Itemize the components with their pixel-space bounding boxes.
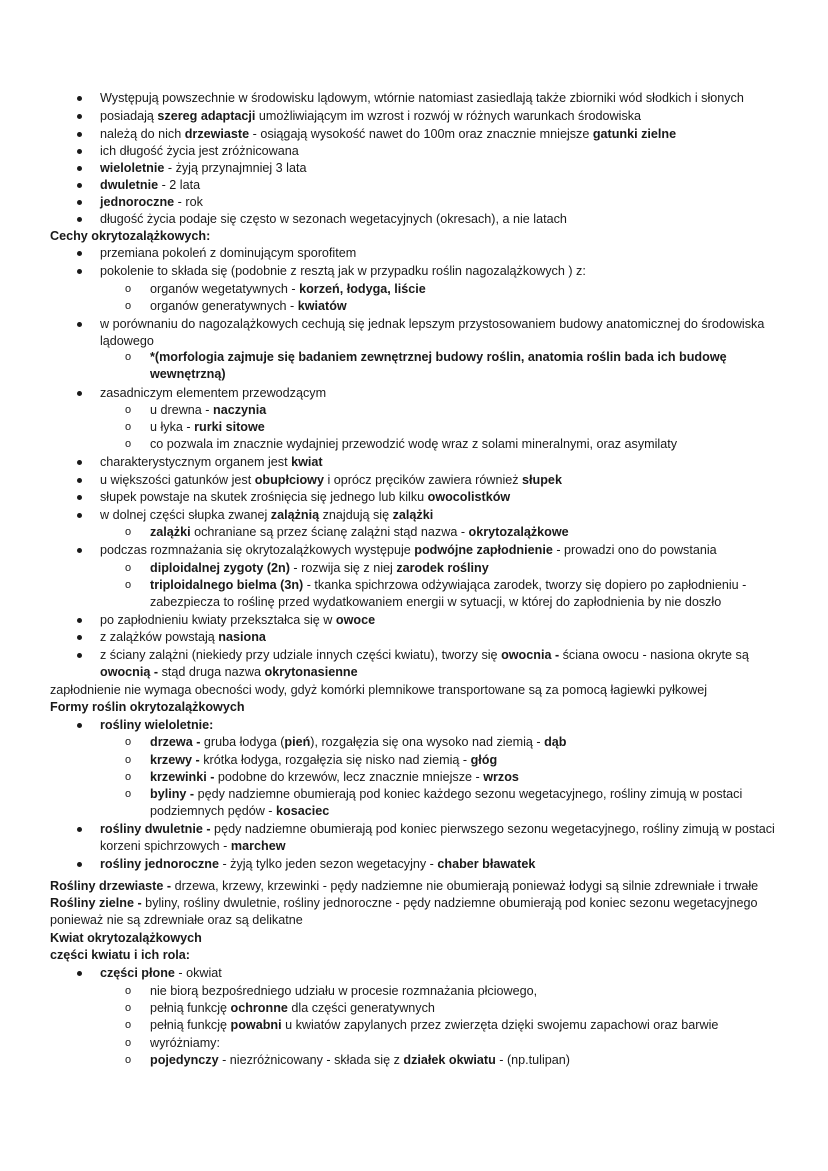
bullet-icon: [77, 132, 82, 137]
text-span: ), rozgałęzia się ona wysoko nad ziemią -: [310, 735, 545, 749]
text-line: [150, 349, 790, 383]
text-span: słupek powstaje na skutek zrośnięcia się jednego lub kilku: [100, 490, 428, 504]
circle-bullet-icon: o: [125, 351, 132, 363]
text-span: w porównaniu do nagozalążkowych cechują się jednak lepszym przystosowaniem budowy anatomicznej do środowiska lądowego: [100, 317, 765, 348]
bold-text: rośliny wieloletnie:: [100, 718, 214, 732]
section-heading: [50, 228, 210, 245]
text-span: pokolenie to składa się (podobnie z resztą jak w przypadku roślin nagozalążkowych ) z:: [100, 264, 586, 278]
bullet-icon: [77, 827, 82, 832]
section-heading: [50, 930, 202, 947]
bullet-icon: [77, 183, 82, 188]
bullet-icon: [77, 513, 82, 518]
text-span: podczas rozmnażania się okrytozalążkowych występuje: [100, 543, 415, 557]
bold-text: działek okwiatu: [403, 1053, 496, 1067]
text-span: pełnią funkcję: [150, 1001, 231, 1015]
bold-text: owocnią -: [100, 665, 159, 679]
text-line: [100, 143, 299, 160]
text-span: drzewa, krzewy, krzewinki - pędy nadziemne nie obumierają ponieważ łodygi są silnie zdrewniałe i trwałe: [171, 879, 759, 893]
text-span: organów generatywnych -: [150, 299, 298, 313]
text-span: - (np.tulipan): [495, 1053, 570, 1067]
section-heading: [50, 947, 190, 964]
text-span: - żyją tylko jeden sezon wegetacyjny -: [218, 857, 438, 871]
text-span: - żyją przynajmniej 3 lata: [164, 161, 307, 175]
text-span: - prowadzi ono do powstania: [552, 543, 717, 557]
text-line: [150, 1017, 718, 1034]
circle-bullet-icon: o: [125, 579, 132, 591]
circle-bullet-icon: o: [125, 300, 132, 312]
text-line: [100, 90, 744, 107]
text-span: znajdują się: [319, 508, 393, 522]
bold-text: triploidalnego bielma (3n): [150, 578, 304, 592]
text-line: [100, 542, 717, 559]
bold-text: powabni: [230, 1018, 282, 1032]
text-line: [100, 612, 375, 629]
bold-text: rurki sitowe: [194, 420, 265, 434]
bold-text: dąb: [544, 735, 567, 749]
text-span: po zapłodnieniu kwiaty przekształca się w: [100, 613, 336, 627]
text-span: należą do nich: [100, 127, 185, 141]
text-span: u większości gatunków jest: [100, 473, 255, 487]
text-span: - niezróżnicowany - składa się z: [218, 1053, 404, 1067]
text-line: [150, 1052, 570, 1069]
text-line: [150, 752, 497, 769]
circle-bullet-icon: o: [125, 562, 132, 574]
bold-text: chaber bławatek: [437, 857, 536, 871]
text-span: nie biorą bezpośredniego udziału w procesie rozmnażania płciowego,: [150, 984, 538, 998]
text-span: Występują powszechnie w środowisku lądowym, wtórnie natomiast zasiedlają także zbiorniki wód słodkich i słonych: [100, 91, 744, 105]
bullet-icon: [77, 495, 82, 500]
circle-bullet-icon: o: [125, 1002, 132, 1014]
text-span: umożliwiającym im wzrost i rozwój w różnych warunkach środowiska: [255, 109, 642, 123]
bold-text: kwiat: [291, 455, 323, 469]
text-span: u łyka -: [150, 420, 195, 434]
text-span: - rok: [174, 195, 203, 209]
bold-text: obupłciowy: [254, 473, 324, 487]
text-line: [100, 717, 213, 734]
text-span: byliny, rośliny dwuletnie, rośliny jednoroczne - pędy nadziemne obumierają pod koniec sezonu wegetacyjnego ponieważ nie są zdrewniałe oraz są delikatne: [50, 896, 758, 927]
text-span: dla części generatywnych: [287, 1001, 435, 1015]
text-span: ich długość życia jest zróżnicowana: [100, 144, 299, 158]
bold-text: owocolistków: [427, 490, 511, 504]
text-line: [50, 878, 758, 895]
circle-bullet-icon: o: [125, 404, 132, 416]
text-line: [150, 577, 790, 611]
text-span: u drewna -: [150, 403, 213, 417]
bullet-icon: [77, 200, 82, 205]
circle-bullet-icon: o: [125, 1019, 132, 1031]
bold-text: zalążki: [150, 525, 191, 539]
text-line: [150, 436, 677, 453]
text-span: z zalążków powstają: [100, 630, 219, 644]
bold-text: zalążnią: [270, 508, 320, 522]
circle-bullet-icon: o: [125, 421, 132, 433]
bold-text: szereg adaptacji: [157, 109, 256, 123]
bullet-icon: [77, 618, 82, 623]
bold-text: pojedynczy: [150, 1053, 219, 1067]
text-line: [150, 769, 519, 786]
circle-bullet-icon: o: [125, 754, 132, 766]
bullet-icon: [77, 653, 82, 658]
text-line: [100, 856, 535, 873]
text-line: [150, 983, 537, 1000]
bullet-icon: [77, 971, 82, 976]
bold-text: nasiona: [218, 630, 266, 644]
text-line: [100, 472, 562, 489]
bold-text: owoce: [335, 613, 376, 627]
bold-text: korzeń, łodyga, liście: [299, 282, 426, 296]
text-line: [100, 263, 586, 280]
text-line: [150, 560, 489, 577]
text-line: [150, 786, 790, 820]
text-line: [100, 821, 790, 855]
text-line: [150, 281, 426, 298]
text-line: [100, 647, 790, 681]
bold-text: marchew: [230, 839, 286, 853]
bold-text: podwójne zapłodnienie: [414, 543, 553, 557]
bold-text: jednoroczne: [100, 195, 175, 209]
text-line: [100, 385, 326, 402]
text-line: [100, 316, 790, 350]
bold-text: *(morfologia zajmuje się badaniem zewnętrznej budowy roślin, anatomia roślin bada ich budowę wewnętrzną): [150, 350, 727, 381]
text-line: [100, 126, 676, 143]
text-span: - rozwija się z niej: [289, 561, 397, 575]
bold-text: okrytonasienne: [264, 665, 358, 679]
bold-text: pień: [284, 735, 311, 749]
text-line: [100, 629, 266, 646]
text-line: [150, 1000, 435, 1017]
circle-bullet-icon: o: [125, 438, 132, 450]
bold-text: części kwiatu i ich rola:: [50, 948, 190, 962]
text-line: [150, 1035, 220, 1052]
bold-text: byliny -: [150, 787, 195, 801]
bullet-icon: [77, 269, 82, 274]
text-line: [100, 194, 203, 211]
bold-text: okrytozalążkowe: [468, 525, 569, 539]
text-span: co pozwala im znacznie wydajniej przewodzić wodę wraz z solami mineralnymi, oraz asymilaty: [150, 437, 678, 451]
bold-text: rośliny dwuletnie -: [100, 822, 211, 836]
text-span: - tkanka spichrzowa odżywiająca zarodek, tworzy się dopiero po zapłodnieniu - zabezpiecza to roślinę przed wydatkowaniem energii w sytuacji, w której do zapłodnienia by nie doszło: [150, 578, 747, 609]
bold-text: Cechy okrytozalążkowych:: [50, 229, 211, 243]
bullet-icon: [77, 114, 82, 119]
circle-bullet-icon: o: [125, 736, 132, 748]
bold-text: drzewiaste: [184, 127, 250, 141]
text-span: - okwiat: [174, 966, 222, 980]
bullet-icon: [77, 251, 82, 256]
bullet-icon: [77, 635, 82, 640]
text-span: zapłodnienie nie wymaga obecności wody, gdyż komórki plemnikowe transportowane są za pomocą łagiewki pyłkowej: [50, 683, 708, 697]
text-span: - 2 lata: [158, 178, 201, 192]
text-span: u kwiatów zapylanych przez zwierzęta dzięki swojemu zapachowi oraz barwie: [281, 1018, 719, 1032]
text-span: podobne do krzewów, lecz znacznie mniejsze -: [214, 770, 484, 784]
text-line: [150, 734, 566, 751]
bold-text: krzewy -: [150, 753, 200, 767]
bold-text: zalążki: [392, 508, 434, 522]
text-line: [150, 524, 569, 541]
bold-text: słupek: [522, 473, 562, 487]
circle-bullet-icon: o: [125, 526, 132, 538]
bold-text: rośliny jednoroczne: [100, 857, 219, 871]
circle-bullet-icon: o: [125, 788, 132, 800]
text-span: w dolnej części słupka zwanej: [100, 508, 271, 522]
text-line: [50, 895, 790, 929]
bullet-icon: [77, 460, 82, 465]
text-span: ściana owocu - nasiona okryte są: [559, 648, 749, 662]
text-span: stąd druga nazwa: [158, 665, 265, 679]
bullet-icon: [77, 391, 82, 396]
text-span: krótka łodyga, rozgałęzia się nisko nad ziemią -: [199, 753, 471, 767]
bold-text: drzewa -: [150, 735, 201, 749]
bullet-icon: [77, 217, 82, 222]
text-span: przemiana pokoleń z dominującym sporofitem: [100, 246, 357, 260]
bold-text: gatunki zielne: [592, 127, 677, 141]
bold-text: głóg: [470, 753, 498, 767]
text-line: [100, 245, 356, 262]
bold-text: Kwiat okrytozalążkowych: [50, 931, 202, 945]
text-line: [100, 507, 433, 524]
text-line: [100, 177, 200, 194]
text-span: pełnią funkcję: [150, 1018, 231, 1032]
bold-text: wieloletnie: [100, 161, 165, 175]
circle-bullet-icon: o: [125, 1037, 132, 1049]
bold-text: Formy roślin okrytozalążkowych: [50, 700, 245, 714]
text-line: [100, 160, 306, 177]
text-span: charakterystycznym organem jest: [100, 455, 292, 469]
text-line: [100, 965, 222, 982]
bold-text: diploidalnej zygoty (2n): [150, 561, 290, 575]
bold-text: ochronne: [230, 1001, 288, 1015]
text-line: [100, 454, 323, 471]
bullet-icon: [77, 166, 82, 171]
bullet-icon: [77, 723, 82, 728]
section-heading: [50, 699, 245, 716]
circle-bullet-icon: o: [125, 985, 132, 997]
bold-text: Rośliny zielne -: [50, 896, 142, 910]
bullet-icon: [77, 478, 82, 483]
text-line: [150, 298, 347, 315]
text-span: wyróżniamy:: [150, 1036, 220, 1050]
bold-text: kwiatów: [297, 299, 347, 313]
text-line: [50, 682, 707, 699]
bold-text: owocnia -: [501, 648, 560, 662]
bullet-icon: [77, 149, 82, 154]
bullet-icon: [77, 548, 82, 553]
bold-text: Rośliny drzewiaste -: [50, 879, 172, 893]
circle-bullet-icon: o: [125, 1054, 132, 1066]
bold-text: dwuletnie: [100, 178, 159, 192]
text-span: - osiągają wysokość nawet do 100m oraz znacznie mniejsze: [249, 127, 593, 141]
bold-text: krzewinki -: [150, 770, 215, 784]
text-span: ochraniane są przez ścianę zalążni stąd nazwa -: [190, 525, 469, 539]
text-line: [150, 402, 266, 419]
text-line: [100, 108, 641, 125]
text-line: [100, 489, 510, 506]
bold-text: zarodek rośliny: [396, 561, 489, 575]
text-span: zasadniczym elementem przewodzącym: [100, 386, 327, 400]
bold-text: części płone: [100, 966, 175, 980]
text-span: i oprócz pręcików zawiera również: [323, 473, 523, 487]
text-line: [100, 211, 567, 228]
text-span: pędy nadziemne obumierają pod koniec pierwszego sezonu wegetacyjnego, rośliny zimują w postaci korzeni spichrzowych -: [100, 822, 775, 853]
bullet-icon: [77, 96, 82, 101]
text-span: z ściany zalążni (niekiedy przy udziale innych części kwiatu), tworzy się: [100, 648, 502, 662]
text-span: długość życia podaje się często w sezonach wegetacyjnych (okresach), a nie latach: [100, 212, 567, 226]
bold-text: naczynia: [213, 403, 267, 417]
text-span: pędy nadziemne obumierają pod koniec każdego sezonu wegetacyjnego, rośliny zimują w postaci podziemnych pędów -: [150, 787, 743, 818]
text-line: [150, 419, 265, 436]
text-span: organów wegetatywnych -: [150, 282, 300, 296]
bullet-icon: [77, 322, 82, 327]
text-span: posiadają: [100, 109, 158, 123]
circle-bullet-icon: o: [125, 283, 132, 295]
circle-bullet-icon: o: [125, 771, 132, 783]
bold-text: wrzos: [483, 770, 519, 784]
text-span: gruba łodyga (: [200, 735, 285, 749]
bullet-icon: [77, 862, 82, 867]
bold-text: kosaciec: [276, 804, 330, 818]
